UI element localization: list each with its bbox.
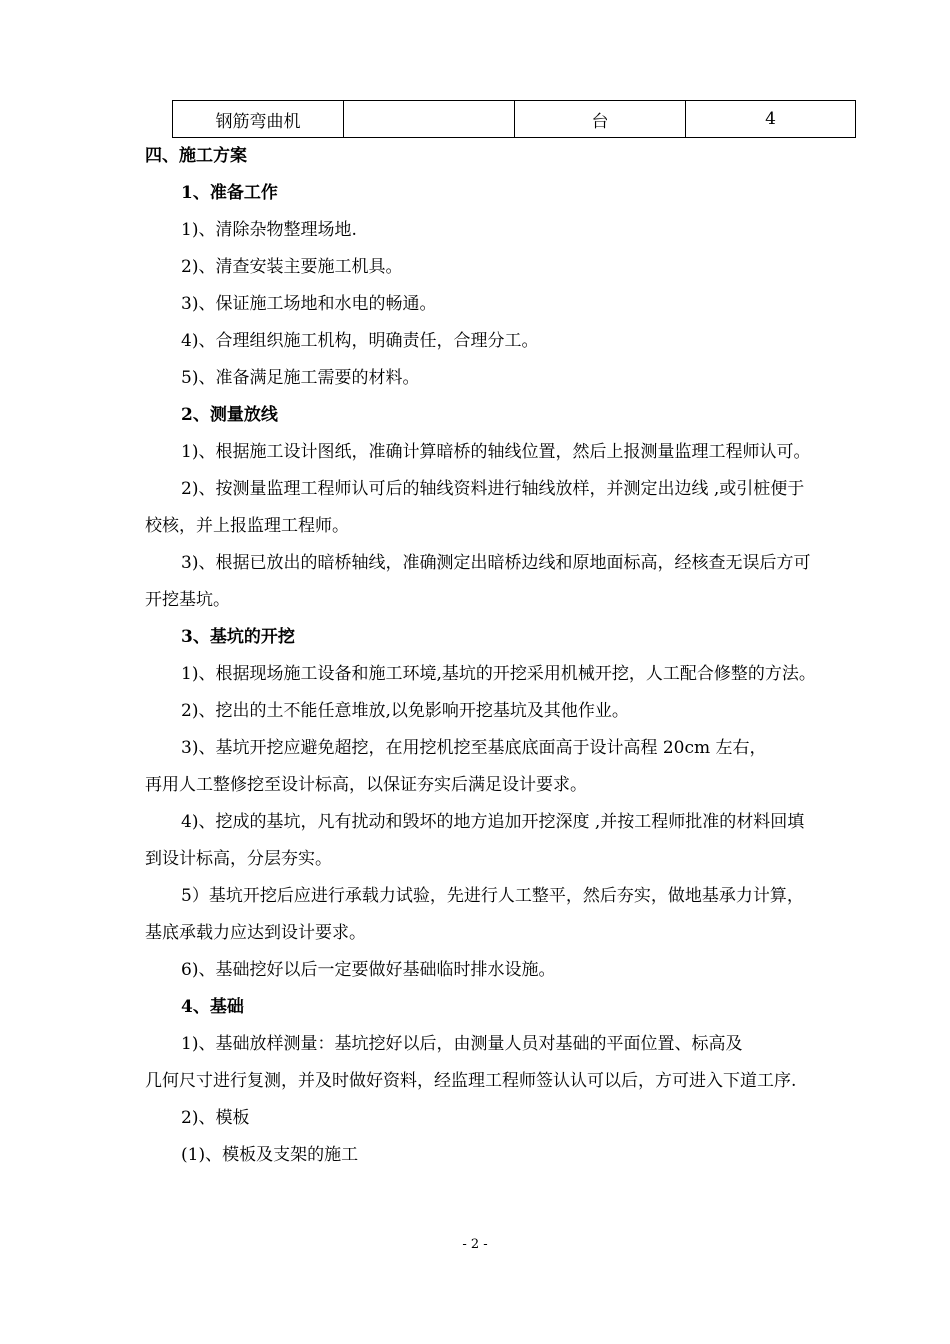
paragraph-line: 2)、按测量监理工程师认可后的轴线资料进行轴线放样，并测定出边线 ,或引桩便于 — [181, 479, 805, 499]
table-cell-spec — [344, 101, 515, 138]
paragraph-line: 校核，并上报监理工程师。 — [145, 516, 349, 536]
section-heading: 3、基坑的开挖 — [181, 627, 295, 647]
paragraph-line: 6)、基础挖好以后一定要做好基础临时排水设施。 — [181, 960, 556, 980]
paragraph-line: 开挖基坑。 — [145, 590, 230, 610]
paragraph-line: 4)、合理组织施工机构，明确责任，合理分工。 — [181, 331, 539, 351]
section-heading: 2、测量放线 — [181, 405, 278, 425]
paragraph-line: 3)、根据已放出的暗桥轴线，准确测定出暗桥边线和原地面标高，经核查无误后方可 — [181, 553, 811, 573]
paragraph-line: 1)、根据施工设计图纸，准确计算暗桥的轴线位置，然后上报测量监理工程师认可。 — [181, 442, 811, 462]
table-cell-unit: 台 — [515, 101, 686, 138]
equipment-table — [172, 100, 856, 138]
document-body — [145, 138, 890, 1174]
paragraph-line: 3)、基坑开挖应避免超挖，在用挖机挖至基底底面高于设计高程 20cm 左右， — [181, 738, 767, 758]
paragraph-line: (1)、模板及支架的施工 — [181, 1145, 359, 1165]
paragraph-line: 到设计标高，分层夯实。 — [145, 849, 332, 869]
table-cell-name: 钢筋弯曲机 — [173, 101, 344, 138]
paragraph-line: 1)、基础放样测量：基坑挖好以后，由测量人员对基础的平面位置、标高及 — [181, 1034, 743, 1054]
paragraph-line: 1)、清除杂物整理场地. — [181, 220, 357, 240]
paragraph-line: 1)、根据现场施工设备和施工环境,基坑的开挖采用机械开挖，人工配合修整的方法。 — [181, 664, 816, 684]
section-heading: 四、施工方案 — [145, 146, 247, 166]
table-row — [173, 101, 856, 138]
paragraph-line: 几何尺寸进行复测，并及时做好资料，经监理工程师签认认可以后，方可进入下道工序. — [145, 1071, 797, 1091]
paragraph-line: 再用人工整修挖至设计标高，以保证夯实后满足设计要求。 — [145, 775, 587, 795]
page-number: - 2 - — [462, 1237, 488, 1252]
paragraph-line: 2)、清查安装主要施工机具。 — [181, 257, 403, 277]
table-cell-quantity: 4 — [686, 101, 856, 138]
paragraph-line: 5）基坑开挖后应进行承载力试验，先进行人工整平，然后夯实，做地基承力计算， — [181, 886, 804, 906]
paragraph-line: 基底承载力应达到设计要求。 — [145, 923, 366, 943]
paragraph-line: 3)、保证施工场地和水电的畅通。 — [181, 294, 437, 314]
paragraph-line: 4)、挖成的基坑，凡有扰动和毁坏的地方追加开挖深度 ,并按工程师批准的材料回填 — [181, 812, 805, 832]
paragraph-line: 5)、准备满足施工需要的材料。 — [181, 368, 420, 388]
paragraph-line: 2)、模板 — [181, 1108, 250, 1128]
section-heading: 4、基础 — [181, 997, 244, 1017]
paragraph-line: 2)、挖出的土不能任意堆放,以免影响开挖基坑及其他作业。 — [181, 701, 629, 721]
section-heading: 1、准备工作 — [181, 183, 278, 203]
